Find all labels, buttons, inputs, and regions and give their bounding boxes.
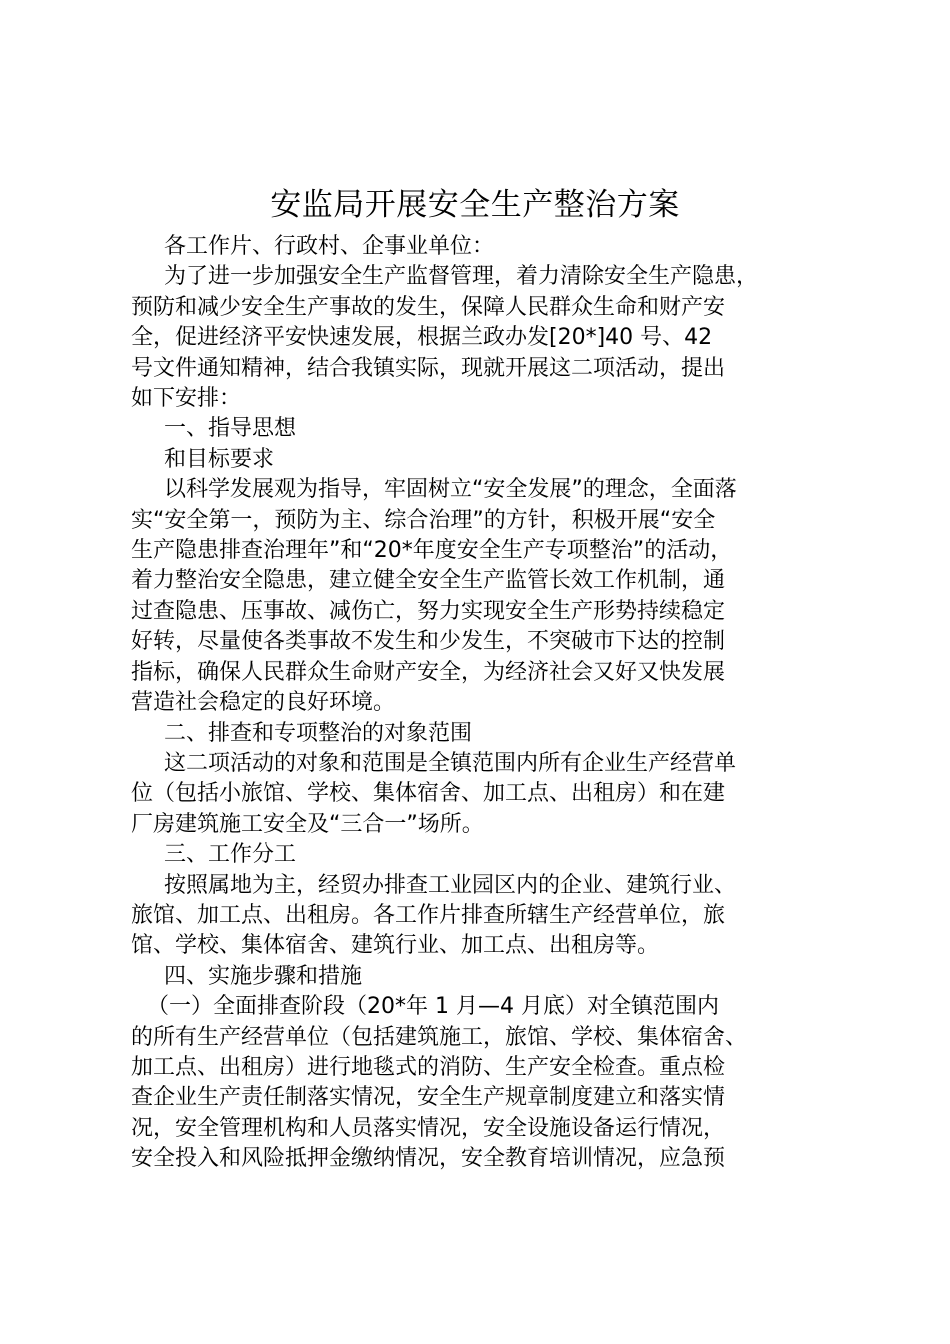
text-line: 各工作片、行政村、企事业单位： (164, 234, 495, 259)
text-line: 好转，尽量使各类事故不发生和少发生，不突破市下达的控制 (131, 629, 726, 655)
section-heading: 三、工作分工 (164, 842, 297, 868)
text-line: 查企业生产责任制落实情况，安全生产规章制度建立和落实情 (131, 1085, 726, 1111)
text-line: 位（包括小旅馆、学校、集体宿舍、加工点、出租房）和在建 (131, 781, 726, 807)
text-line: 预防和减少安全生产事故的发生，保障人民群众生命和财产安 (131, 294, 726, 320)
text-line: 全，促进经济平安快速发展，根据兰政办发[20*]40 号、42 (131, 325, 713, 351)
text-line: 旅馆、加工点、出租房。各工作片排查所辖生产经营单位，旅 (131, 902, 726, 928)
text-line: （一）全面排查阶段（20*年 1 月—4 月底）对全镇范围内 (147, 994, 719, 1020)
text-line: 以科学发展观为指导，牢固树立“安全发展”的理念，全面落 (164, 477, 737, 503)
text-line: 这二项活动的对象和范围是全镇范围内所有企业生产经营单 (164, 750, 737, 776)
text-line: 着力整治安全隐患，建立健全安全生产监管长效工作机制，通 (131, 568, 726, 594)
text-line: 营造社会稳定的良好环境。 (131, 690, 396, 716)
text-line: 过查隐患、压事故、减伤亡，努力实现安全生产形势持续稳定 (131, 598, 726, 624)
text-line: 馆、学校、集体宿舍、建筑行业、加工点、出租房等。 (131, 933, 660, 959)
document-body (131, 232, 831, 1175)
text-line: 的所有生产经营单位（包括建筑施工，旅馆、学校、集体宿舍、 (131, 1024, 748, 1050)
section-heading: 一、指导思想 (164, 416, 297, 442)
text-line: 为了进一步加强安全生产监督管理，着力清除安全生产隐患， (164, 264, 759, 290)
text-line: 按照属地为主，经贸办排查工业园区内的企业、建筑行业、 (164, 872, 737, 898)
text-line: 加工点、出租房）进行地毯式的消防、生产安全检查。重点检 (131, 1054, 726, 1080)
text-line: 生产隐患排查治理年”和“20*年度安全生产专项整治”的活动， (131, 538, 733, 564)
text-line: 实“安全第一，预防为主、综合治理”的方针，积极开展“安全 (131, 507, 716, 533)
text-line: 况，安全管理机构和人员落实情况，安全设施设备运行情况， (131, 1115, 726, 1141)
section-heading: 和目标要求 (164, 446, 275, 472)
section-heading: 二、排查和专项整治的对象范围 (164, 720, 473, 746)
text-line: 安全投入和风险抵押金缴纳情况，安全教育培训情况，应急预 (131, 1146, 726, 1172)
text-line: 厂房建筑施工安全及“三合一”场所。 (131, 811, 484, 837)
text-line: 指标，确保人民群众生命财产安全，为经济社会又好又快发展 (131, 659, 726, 685)
document-title: 安监局开展安全生产整治方案 (270, 187, 680, 223)
text-line: 号文件通知精神，结合我镇实际，现就开展这二项活动，提出 (131, 355, 726, 381)
text-line: 如下安排： (131, 386, 242, 412)
section-heading: 四、实施步骤和措施 (164, 963, 363, 989)
